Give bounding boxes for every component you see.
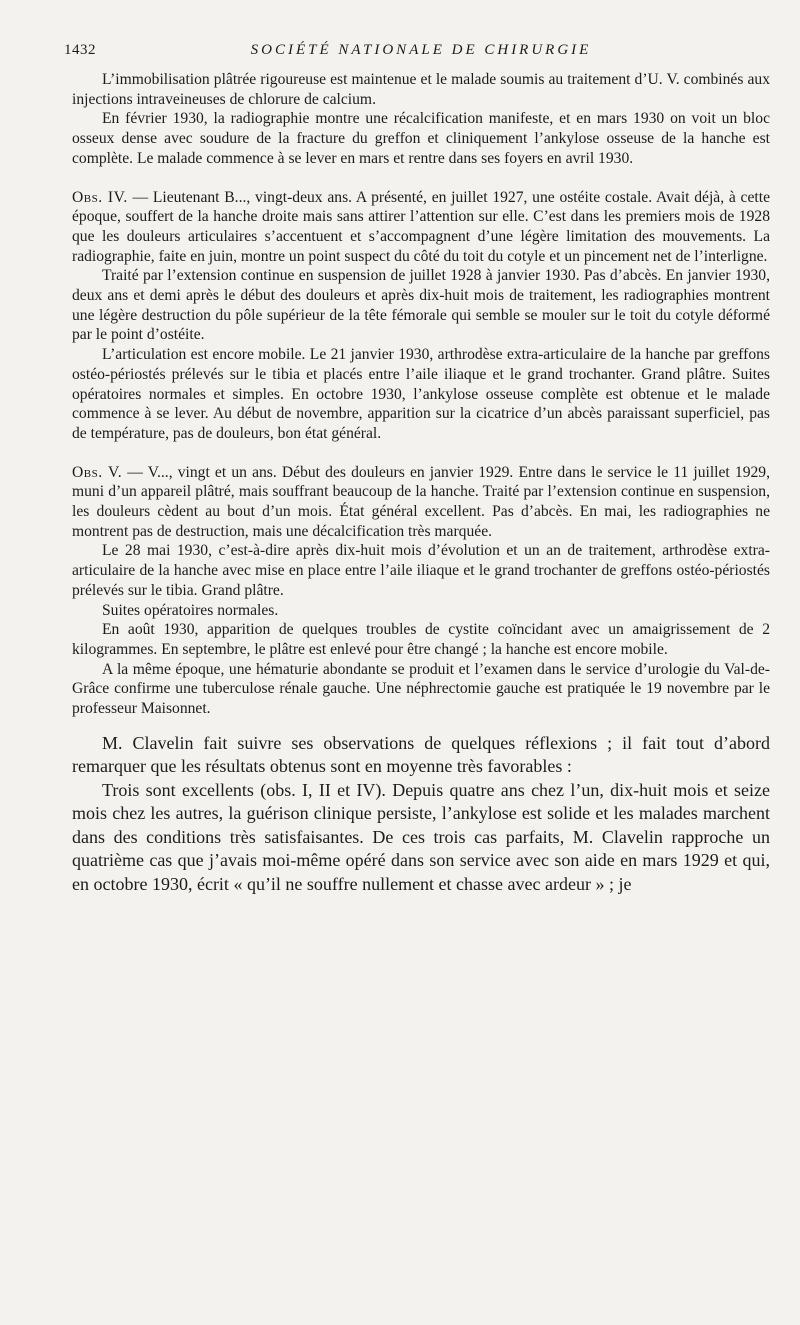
paragraph: En août 1930, apparition de quelques troubles de cystite coïncidant avec un amaigrissement de 2 kilogrammes. En septembre, le plâtre est enlevé pour être changé ; la hanche est encore mobile. — [72, 621, 770, 658]
observation-text: — Lieutenant B..., vingt-deux ans. A présenté, en juillet 1927, une ostéite costale. Avait déjà, à cette époque, souffert de la hanche droite mais sans attirer l’attention sur elle. C’est dans les premiers mois de 1928 que les douleurs articulaires s’accentuent et s’accompagnent d’une légère limitation des mouvements. La radiographie, faite en juin, montre un point suspect du côté du toit du cotyle et un pincement net de l’interligne. — [72, 188, 770, 265]
observation-4 — [72, 188, 770, 444]
intro-section — [72, 70, 770, 169]
observation-label: Obs. V. — [72, 463, 123, 481]
paragraph: L’articulation est encore mobile. Le 21 janvier 1930, arthrodèse extra-articulaire de la hanche par greffons ostéo-périostés prélevés sur le tibia et placés entre l’aile iliaque et le grand trochanter. Grand plâtre. Suites opératoires normales et simples. En octobre 1930, l’ankylose osseuse complète est obtenue et le malade commence à se lever. Au début de novembre, apparition sur la cicatrice d’un abcès paraissant superficiel, pas de température, pas de douleurs, bon état général. — [72, 346, 770, 442]
paragraph: En février 1930, la radiographie montre une récalcification manifeste, et en mars 1930 on voit un bloc osseux dense avec soudure de la fracture du greffon et cliniquement l’ankylose osseuse de la hanche est complète. Le malade commence à se lever en mars et rentre dans ses foyers en avril 1930. — [72, 110, 770, 167]
observation-heading-paragraph — [72, 463, 770, 542]
paragraph: Suites opératoires normales. — [102, 601, 279, 619]
paragraph: M. Clavelin fait suivre ses observations de quelques réflexions ; il fait tout d’abord remarquer que les résultats obtenus sont en moyenne très favorables : — [72, 732, 770, 777]
running-head — [64, 42, 770, 70]
journal-title: SOCIÉTÉ NATIONALE DE CHIRURGIE — [250, 42, 592, 58]
paragraph: Traité par l’extension continue en suspension de juillet 1928 à janvier 1930. Pas d’abcès. En janvier 1930, deux ans et demi après le début des douleurs et après dix-huit mois de traitement, les radiographies montrent une légère destruction du pôle supérieur de la tête fémorale qui semble se mouler sur le toit du cotyle déformé par le point d’ostéite. — [72, 267, 770, 344]
observation-5 — [72, 463, 770, 719]
discussion-section — [72, 732, 770, 897]
paragraph: A la même époque, une hématurie abondante se produit et l’examen dans le service d’urologie du Val-de-Grâce confirme une tuberculose rénale gauche. Une néphrectomie gauche est pratiquée le 19 novembre par le professeur Maisonnet. — [72, 660, 770, 718]
paragraph: L’immobilisation plâtrée rigoureuse est maintenue et le malade soumis au traitement d’U. V. combinés aux injections intraveineuses de chlorure de calcium. — [72, 71, 770, 108]
paragraph: Trois sont excellents (obs. I, II et IV). Depuis quatre ans chez l’un, dix-huit mois et seize mois chez les autres, la guérison clinique persiste, l’ankylose est solide et les malades marchent dans des conditions très satisfaisantes. De ces trois cas parfaits, M. Clavelin rapproche un quatrième cas que j’avais moi-même opéré dans son service avec son aide en mars 1929 et qui, en octobre 1930, écrit « qu’il ne souffre nullement et chasse avec ardeur » ; je — [72, 779, 770, 894]
observation-label: Obs. IV. — [72, 188, 128, 206]
paragraph: Le 28 mai 1930, c’est-à-dire après dix-huit mois d’évolution et un an de traitement, arthrodèse extra-articulaire de la hanche avec mise en place entre l’aile iliaque et le grand trochanter de greffons ostéo-périostés prélevés sur le tibia. Grand plâtre. — [72, 542, 770, 599]
page-number: 1432 — [64, 42, 96, 58]
observation-text: — V..., vingt et un ans. Début des douleurs en janvier 1929. Entre dans le service le 11 juillet 1929, muni d’un appareil plâtré, mais souffrant beaucoup de la hanche. Traité par l’extension continue en suspension, les douleurs cèdent au bout d’un mois. État général excellent. Pas d’abcès. En mai, les radiographies ne montrent pas de destruction, mais une décalcification très marquée. — [72, 463, 770, 540]
observation-heading-paragraph — [72, 188, 770, 267]
